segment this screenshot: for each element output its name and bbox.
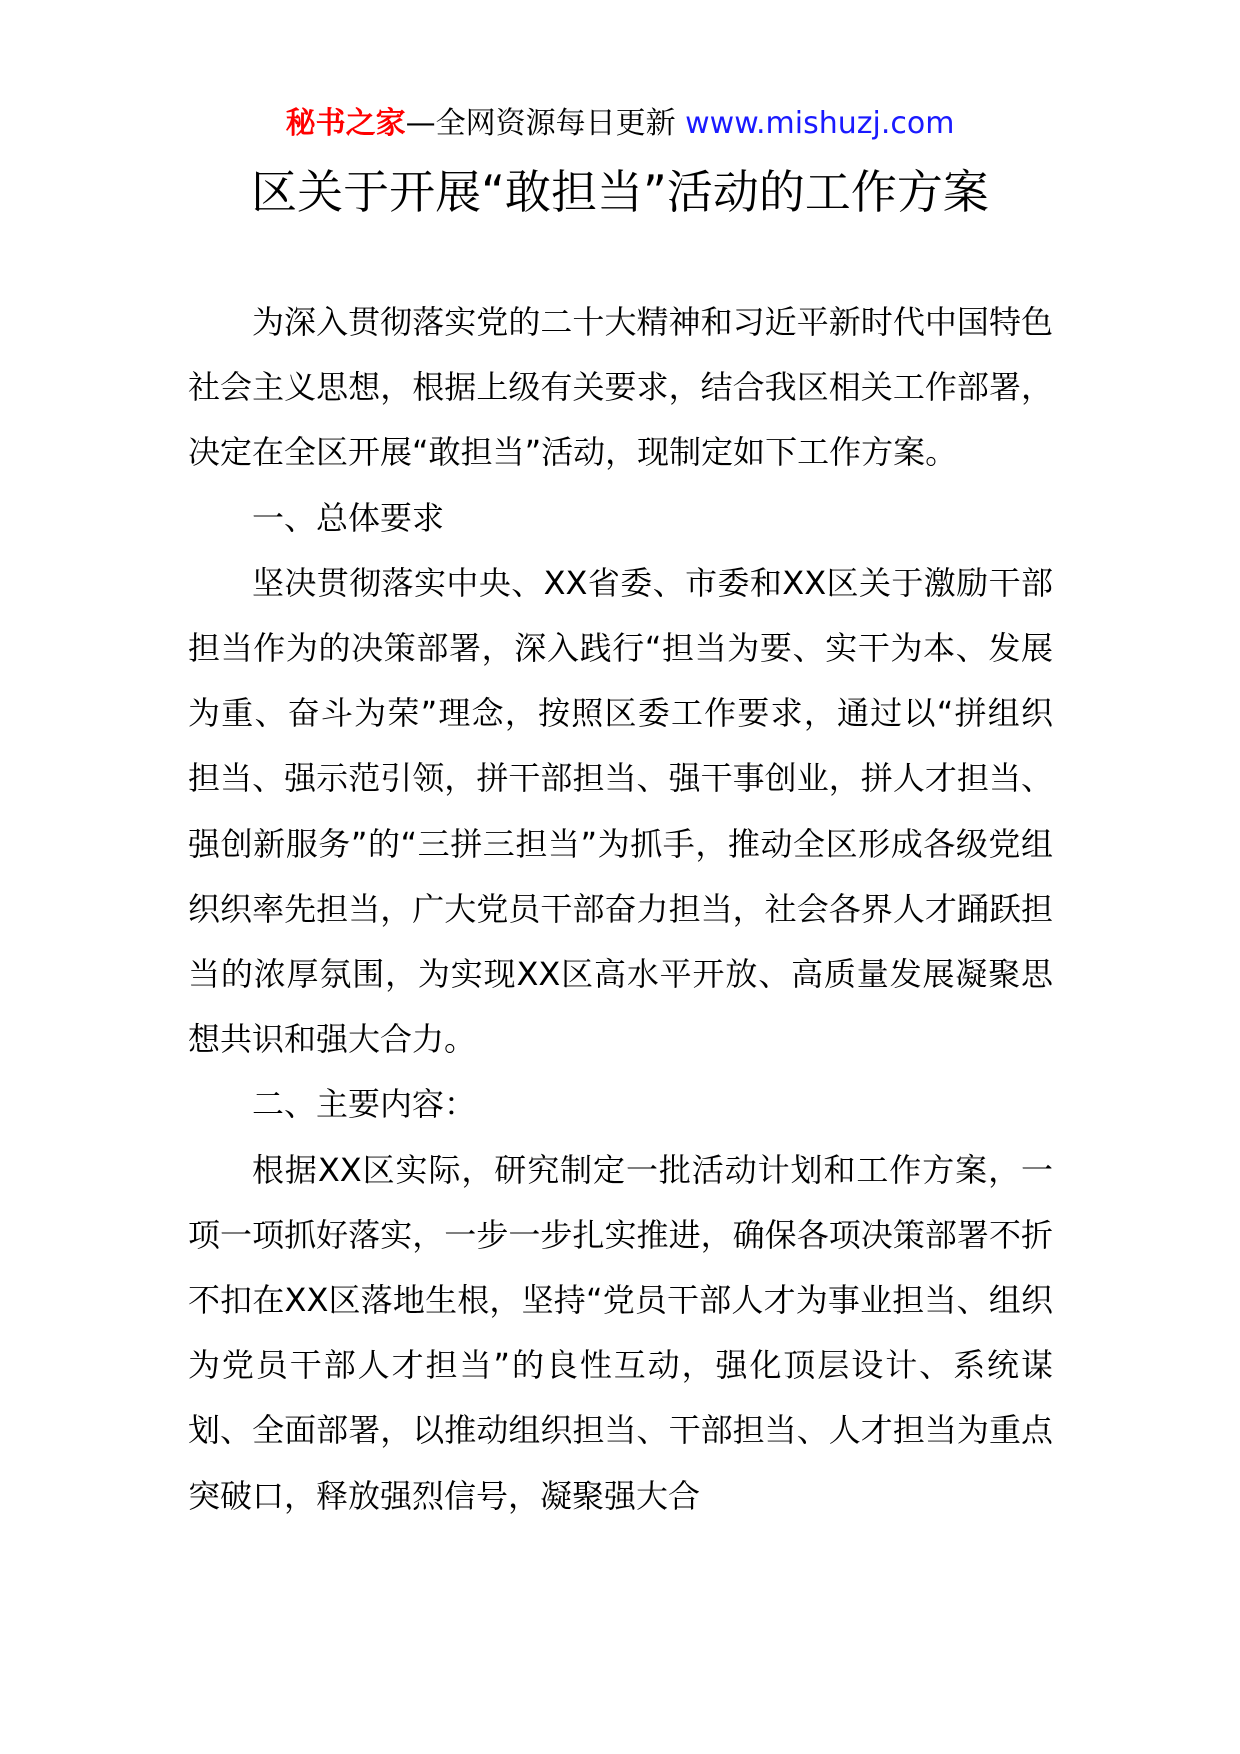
site-header xyxy=(0,100,1240,148)
site-url-link[interactable]: www.mishuzj.com xyxy=(685,106,955,141)
document-title: 区关于开展“敢担当”活动的工作方案 xyxy=(251,165,989,219)
main-content-paragraph: 根据XX区实际，研究制定一批活动计划和工作方案，一项一项抓好落实，一步一步扎实推进，确保各项决策部署不折不扣在XX区落地生根，坚持“党员干部人才为事业担当、组织为党员干部人才担当”的良性互动，强化顶层设计、系统谋划、全面部署，以推动组织担当、干部担当、人才担当为重点突破口，释放强烈信号，凝聚强大合 xyxy=(188,1150,1053,1515)
section-heading-general-requirements: 一、总体要求 xyxy=(252,498,445,537)
intro-paragraph: 为深入贯彻落实党的二十大精神和习近平新时代中国特色社会主义思想，根据上级有关要求，结合我区相关工作部署，决定在全区开展“敢担当”活动，现制定如下工作方案。 xyxy=(188,303,1053,472)
section-heading-main-content: 二、主要内容： xyxy=(252,1085,477,1124)
general-requirements-paragraph: 坚决贯彻落实中央、XX省委、市委和XX区关于激励干部担当作为的决策部署，深入践行“担当为要、实干为本、发展为重、奋斗为荣”理念，按照区委工作要求，通过以“拼组织担当、强示范引领，拼干部担当、强干事创业，拼人才担当、强创新服务”的“三拼三担当”为抓手，推动全区形成各级党组织织率先担当，广大党员干部奋力担当，社会各界人才踊跃担当的浓厚氛围，为实现XX区高水平开放、高质量发展凝聚思想共识和强大合力。 xyxy=(188,563,1053,1059)
site-tagline: —全网资源每日更新 xyxy=(405,106,676,141)
document-body xyxy=(188,290,1053,1529)
site-brand: 秘书之家 xyxy=(285,106,406,141)
